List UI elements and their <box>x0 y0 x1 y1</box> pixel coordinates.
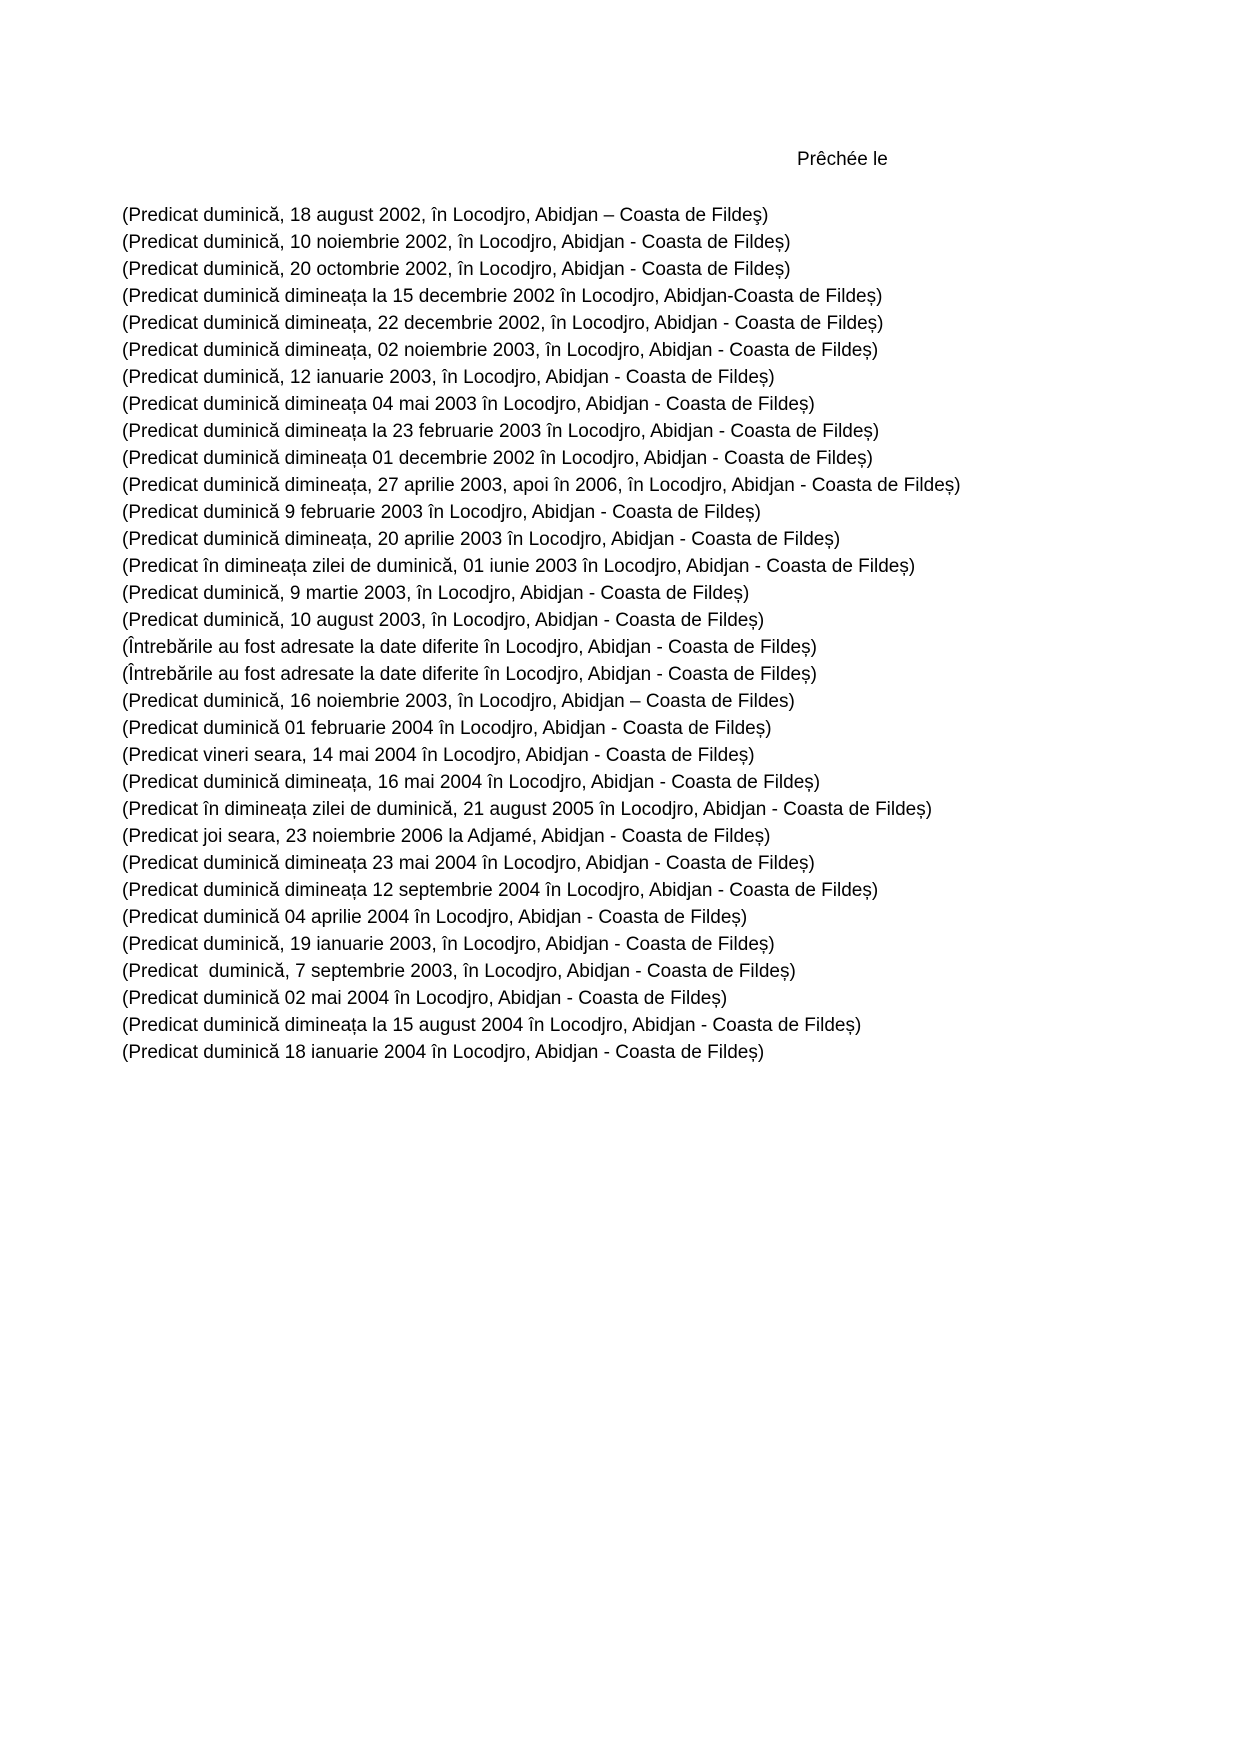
list-item: (Predicat în dimineața zilei de duminică, 01 iunie 2003 în Locodjro, Abidjan - Coasta de Fildeș) <box>122 556 916 577</box>
list-item: (Predicat duminică 9 februarie 2003 în Locodjro, Abidjan - Coasta de Fildeș) <box>122 502 761 523</box>
list-item: (Predicat duminică dimineața 01 decembrie 2002 în Locodjro, Abidjan - Coasta de Fildeș) <box>122 448 873 469</box>
list-item: (Predicat duminică dimineața la 15 august 2004 în Locodjro, Abidjan - Coasta de Fildeș) <box>122 1015 862 1036</box>
list-item: (Predicat duminică, 16 noiembrie 2003, în Locodjro, Abidjan – Coasta de Fildes) <box>122 691 795 712</box>
list-item: (Întrebările au fost adresate la date diferite în Locodjro, Abidjan - Coasta de Fildeș) <box>122 664 817 685</box>
preached-dates-list <box>122 202 961 1066</box>
list-item: (Predicat duminică, 20 octombrie 2002, în Locodjro, Abidjan - Coasta de Fildeș) <box>122 259 791 280</box>
list-item: (Predicat duminică, 18 august 2002, în Locodjro, Abidjan – Coasta de Fildeş) <box>122 205 769 226</box>
list-item: (Predicat duminică dimineața 04 mai 2003 în Locodjro, Abidjan - Coasta de Fildeș) <box>122 394 815 415</box>
list-item: (Predicat duminică 04 aprilie 2004 în Locodjro, Abidjan - Coasta de Fildeș) <box>122 907 748 928</box>
list-item: (Predicat duminică dimineața, 16 mai 2004 în Locodjro, Abidjan - Coasta de Fildeș) <box>122 772 821 793</box>
list-item: (Predicat duminică 18 ianuarie 2004 în Locodjro, Abidjan - Coasta de Fildeș) <box>122 1042 765 1063</box>
list-item: (Predicat duminică, 7 septembrie 2003, în Locodjro, Abidjan - Coasta de Fildeș) <box>122 961 796 982</box>
list-item: (Predicat duminică dimineața, 02 noiembrie 2003, în Locodjro, Abidjan - Coasta de Fildeș) <box>122 340 879 361</box>
list-item: (Predicat duminică dimineața 23 mai 2004 în Locodjro, Abidjan - Coasta de Fildeș) <box>122 853 815 874</box>
list-item: (Predicat duminică 02 mai 2004 în Locodjro, Abidjan - Coasta de Fildeș) <box>122 988 728 1009</box>
list-item: (Predicat duminică dimineața la 23 februarie 2003 în Locodjro, Abidjan - Coasta de Fildeș) <box>122 421 880 442</box>
list-item: (Predicat duminică dimineața 12 septembrie 2004 în Locodjro, Abidjan - Coasta de Fildeș) <box>122 880 879 901</box>
list-item: (Predicat joi seara, 23 noiembrie 2006 la Adjamé, Abidjan - Coasta de Fildeș) <box>122 826 771 847</box>
list-item: (Predicat duminică, 10 noiembrie 2002, în Locodjro, Abidjan - Coasta de Fildeș) <box>122 232 791 253</box>
list-item: (Întrebările au fost adresate la date diferite în Locodjro, Abidjan - Coasta de Fildeș) <box>122 637 817 658</box>
list-item: (Predicat duminică, 19 ianuarie 2003, în Locodjro, Abidjan - Coasta de Fildeș) <box>122 934 775 955</box>
list-item: (Predicat duminică 01 februarie 2004 în Locodjro, Abidjan - Coasta de Fildeș) <box>122 718 772 739</box>
list-item: (Predicat duminică dimineața la 15 decembrie 2002 în Locodjro, Abidjan-Coasta de Fildeș) <box>122 286 883 307</box>
list-item: (Predicat vineri seara, 14 mai 2004 în Locodjro, Abidjan - Coasta de Fildeș) <box>122 745 755 766</box>
list-item: (Predicat duminică dimineața, 27 aprilie 2003, apoi în 2006, în Locodjro, Abidjan - Coasta de Fildeș) <box>122 475 961 496</box>
list-item: (Predicat duminică, 9 martie 2003, în Locodjro, Abidjan - Coasta de Fildeș) <box>122 583 750 604</box>
list-item: (Predicat duminică dimineața, 20 aprilie 2003 în Locodjro, Abidjan - Coasta de Fildeș) <box>122 529 841 550</box>
list-item: (Predicat în dimineața zilei de duminică, 21 august 2005 în Locodjro, Abidjan - Coasta de Fildeș) <box>122 799 933 820</box>
list-item: (Predicat duminică dimineața, 22 decembrie 2002, în Locodjro, Abidjan - Coasta de Fildeș) <box>122 313 884 334</box>
list-item: (Predicat duminică, 12 ianuarie 2003, în Locodjro, Abidjan - Coasta de Fildeș) <box>122 367 775 388</box>
list-item: (Predicat duminică, 10 august 2003, în Locodjro, Abidjan - Coasta de Fildeș) <box>122 610 765 631</box>
page-title: Prêchée le <box>797 149 888 170</box>
